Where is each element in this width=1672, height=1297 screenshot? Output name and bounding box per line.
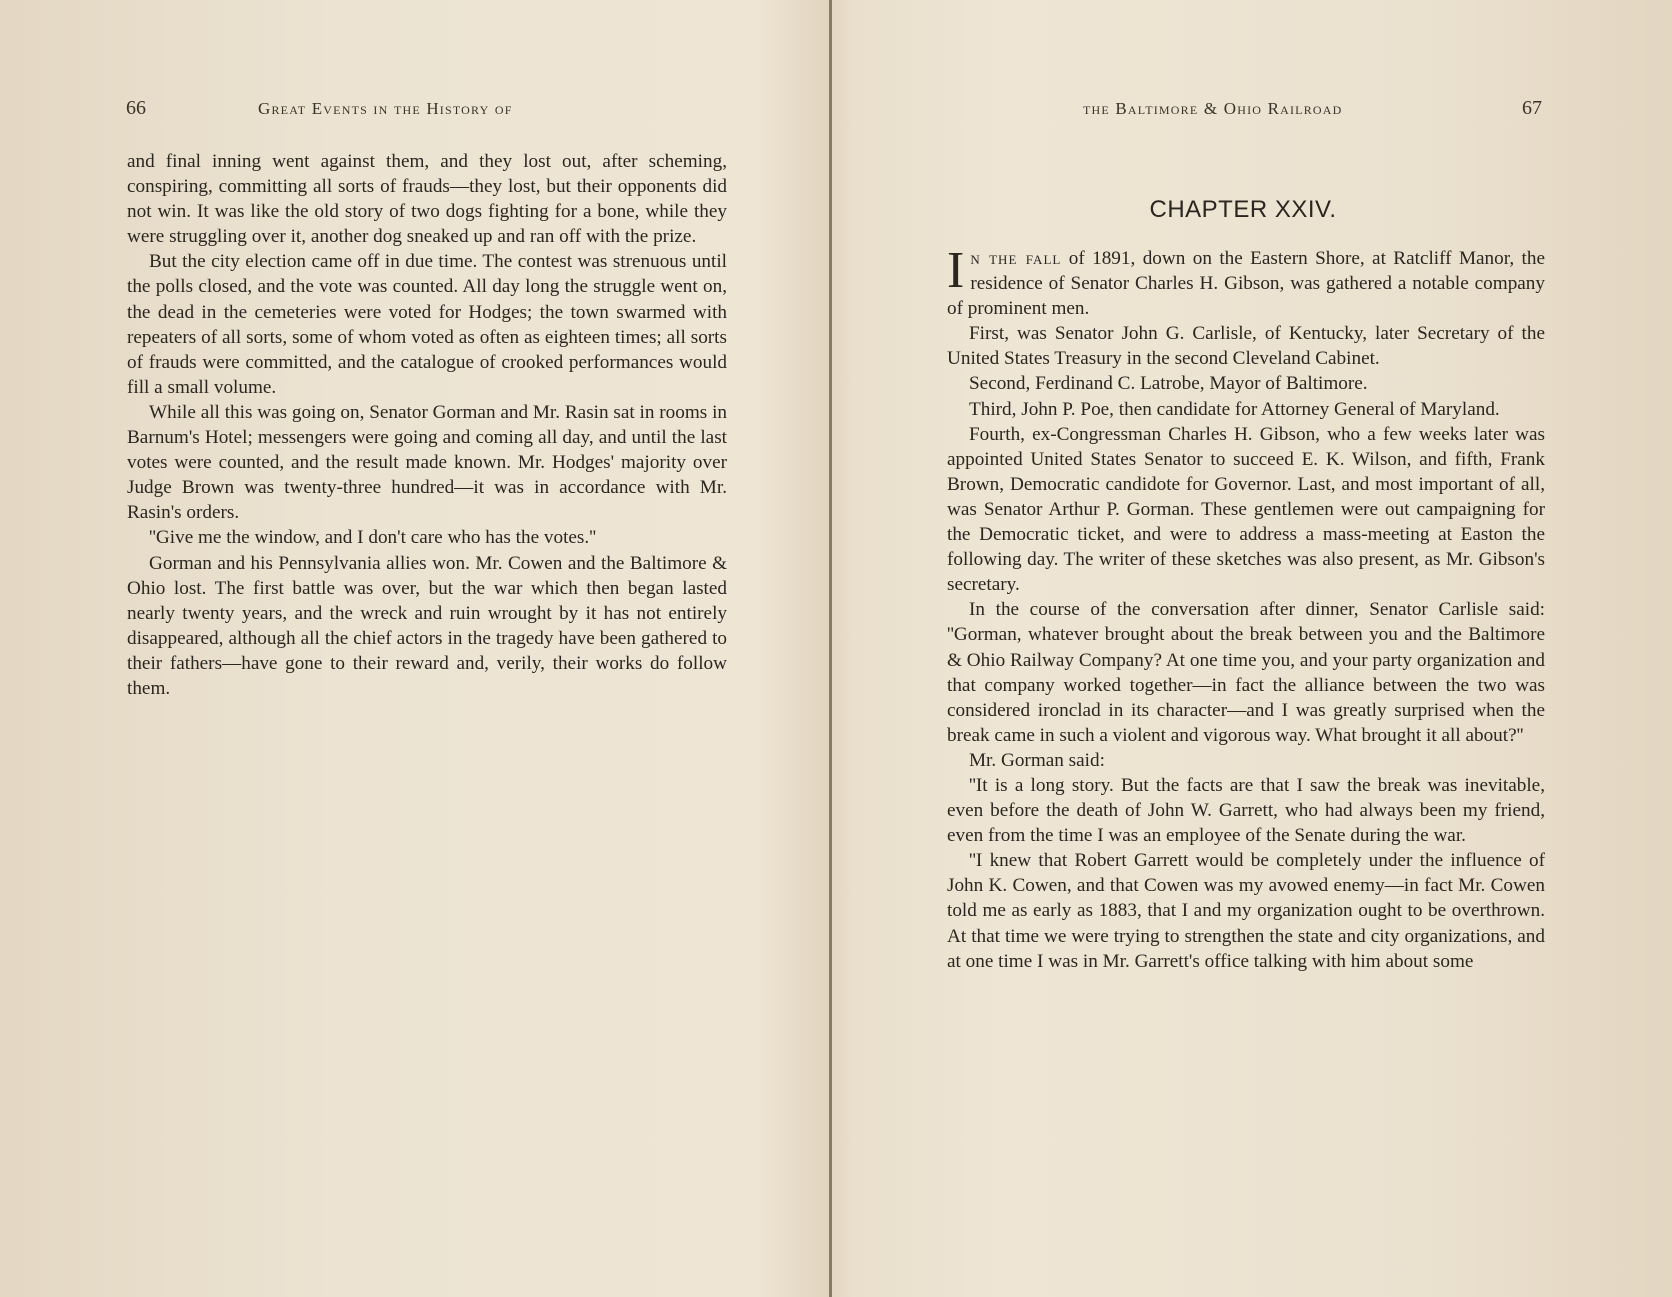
- right-body-text: [947, 242, 1545, 974]
- left-page-number: 66: [126, 97, 146, 119]
- right-running-head: the Baltimore & Ohio Railroad: [1083, 99, 1343, 118]
- right-paragraph-1: First, was Senator John G. Carlisle, of Kentucky, later Secretary of the United States Treasury in the second Cleveland Cabinet.: [947, 323, 1545, 370]
- book-gutter: [829, 0, 832, 1297]
- left-paragraph-4: ''Give me the window, and I don't care who has the votes.'': [149, 527, 597, 549]
- right-paragraph-8: ''I knew that Robert Garrett would be completely under the influence of John K. Cowen, and that Cowen was my avowed enemy—in fact Mr. Cowen told me as early as 1883, that I and my organization ought to be overthrown. At that time we were trying to strengthen the state and city organizations, and at one time I was in Mr. Garrett's office talking with him about some: [947, 850, 1545, 972]
- right-paragraph-5: In the course of the conversation after dinner, Senator Carlisle said: ''Gorman, whatever brought about the break between you and the Baltimore & Ohio Railway Company? At one time you, and your party organization and that company worked together—in fact the alliance between the two was considered ironclad in its character—and I was greatly surprised when the break came in such a violent and vigorous way. What brought it all about?'': [947, 599, 1545, 746]
- left-paragraph-2: But the city election came off in due time. The contest was strenuous until the polls closed, and the vote was counted. All day long the struggle went on, the dead in the cemeteries were voted for Hodges; the town swarmed with repeaters of all sorts, some of whom voted as often as eighteen times; all sorts of frauds were committed, and the catalogue of crooked performances would fill a small volume.: [127, 251, 727, 398]
- chapter-title: CHAPTER XXIV.: [1149, 196, 1337, 223]
- left-paragraph-3: While all this was going on, Senator Gorman and Mr. Rasin sat in rooms in Barnum's Hotel; messengers were going and coming all day, and until the last votes were counted, and the result made known. Mr. Hodges' majority over Judge Brown was twenty-three hundred—it was in accordance with Mr. Rasin's orders.: [127, 401, 727, 524]
- left-paragraph-1: and final inning went against them, and they lost out, after scheming, conspiring, committing all sorts of frauds—they lost, but their opponents did not win. It was like the old story of two dogs fighting for a bone, while they were struggling over it, another dog sneaked up and ran off with the prize.: [127, 151, 727, 248]
- left-page: [0, 0, 828, 1297]
- right-opening-paragraph: [947, 242, 1545, 321]
- right-paragraph-7: ''It is a long story. But the facts are that I saw the break was inevitable, even before the death of John W. Garrett, who had always been my friend, even from the time I was an employee of the Senate during the war.: [947, 774, 1545, 847]
- right-paragraph-3: Third, John P. Poe, then candidate for Attorney General of Maryland.: [969, 398, 1500, 420]
- left-paragraph-5: Gorman and his Pennsylvania allies won. Mr. Cowen and the Baltimore & Ohio lost. The first battle was over, but the war which then began lasted nearly twenty years, and the wreck and ruin wrought by it has not entirely disappeared, although all the chief actors in the tragedy have been gathered to their fathers—have gone to their reward and, verily, their works do follow them.: [127, 552, 727, 699]
- drop-cap: I: [947, 242, 965, 299]
- opening-small-caps: n the fall: [970, 248, 1062, 269]
- right-paragraph-4: Fourth, ex-Congressman Charles H. Gibson, who a few weeks later was appointed United States Senator to succeed E. K. Wilson, and fifth, Frank Brown, Democratic candidote for Governor. Last, and most important of all, was Senator Arthur P. Gorman. These gentlemen were out campaigning for the Democratic ticket, and were to address a mass-meeting at Easton the following day. The writer of these sketches was also present, as Mr. Gibson's secretary.: [947, 423, 1545, 596]
- left-running-head: Great Events in the History of: [258, 99, 513, 118]
- right-page-number: 67: [1522, 97, 1542, 119]
- left-body-text: [127, 149, 727, 701]
- opening-rest: of 1891, down on the Eastern Shore, at Ratcliff Manor, the residence of Senator Charles H. Gibson, was gathered a notable company of prominent men.: [947, 248, 1545, 320]
- right-paragraph-6: Mr. Gorman said:: [969, 749, 1105, 771]
- right-paragraph-2: Second, Ferdinand C. Latrobe, Mayor of Baltimore.: [969, 373, 1368, 395]
